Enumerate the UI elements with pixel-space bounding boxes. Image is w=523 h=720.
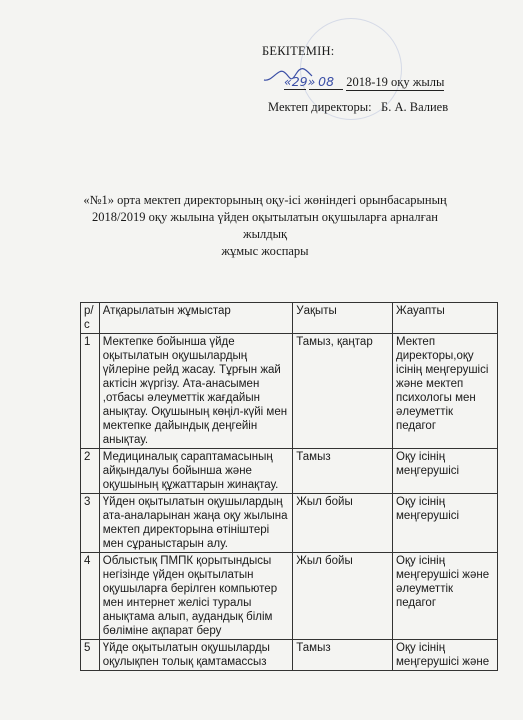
approval-day: «29»	[284, 74, 316, 89]
header-work: Атқарылатын жұмыстар	[99, 303, 293, 334]
director-label: Мектеп директоры:	[268, 100, 372, 114]
heading-line-2: 2018/2019 оқу жылына үйден оқытылатын оқушыларға арналған жылдық	[92, 210, 438, 241]
table-row	[81, 334, 498, 449]
row-time: Тамыз	[293, 640, 393, 671]
row-num: 4	[81, 553, 100, 640]
approval-title: БЕКІТЕМІН:	[262, 44, 335, 58]
row-resp: Оқу ісінің меңгерушісі	[393, 449, 498, 494]
row-resp: Оқу ісінің меңгерушісі және	[393, 640, 498, 671]
header-time: Уақыты	[293, 303, 393, 334]
row-time: Жыл бойы	[293, 553, 393, 640]
row-work: Медициналық сараптамасының айқындалуы бойынша және оқушының құжаттарын жинақтау.	[99, 449, 293, 494]
row-num: 3	[81, 494, 100, 553]
row-time: Тамыз, қаңтар	[293, 334, 393, 449]
table-row	[81, 494, 498, 553]
row-work: Мектепке бойынша үйде оқытылатын оқушылардың үйлеріне рейд жасау. Тұрғын жай актісін жүргізу. Ата-анасымен ,отбасы әлеуметтік жағдайын анықтау. Оқушының көңіл-күйі мен мектепке дайындық деңгейін анықтау.	[99, 334, 293, 449]
row-resp: Мектеп директоры,оқу ісінің меңгерушісі және мектеп психологы мен әлеуметтік педагог	[393, 334, 498, 449]
row-work: Үйден оқытылатын оқушылардың ата-аналарынан жаңа оқу жылына мектеп директорына өтініштері мен сұраныстарын алу.	[99, 494, 293, 553]
approval-date-line	[284, 74, 514, 91]
row-num: 2	[81, 449, 100, 494]
header-num: р/с	[81, 303, 100, 334]
director-line	[268, 100, 448, 115]
table-header-row	[81, 303, 498, 334]
row-num: 1	[81, 334, 100, 449]
header-resp: Жауапты	[393, 303, 498, 334]
row-work: Үйде оқытылатын оқушыларды оқулықпен толық қамтамассыз	[99, 640, 293, 671]
row-resp: Оқу ісінің меңгерушісі және әлеуметтік педагог	[393, 553, 498, 640]
signature-mark	[262, 64, 314, 86]
table-row	[81, 553, 498, 640]
heading-line-1: «№1» орта мектеп директорының оқу-ісі жөніндегі орынбасарының	[83, 193, 447, 207]
table-row	[81, 449, 498, 494]
row-time: Тамыз	[293, 449, 393, 494]
document-heading	[70, 192, 460, 260]
table-row	[81, 640, 498, 671]
work-plan-table	[80, 302, 498, 671]
row-time: Жыл бойы	[293, 494, 393, 553]
director-name: Б. А. Валиев	[381, 100, 449, 114]
row-num: 5	[81, 640, 100, 671]
approval-year: 2018-19 оқу жылы	[346, 75, 445, 89]
heading-line-3: жұмыс жоспары	[221, 244, 309, 258]
approval-month: 08	[309, 74, 343, 90]
row-work: Облыстық ПМПК қорытындысы негізінде үйден оқытылатын оқушыларға берілген компьютер мен интернет желісі туралы анықтама алып, аудандық білім бөліміне ақпарат беру	[99, 553, 293, 640]
row-resp: Оқу ісінің меңгерушісі	[393, 494, 498, 553]
